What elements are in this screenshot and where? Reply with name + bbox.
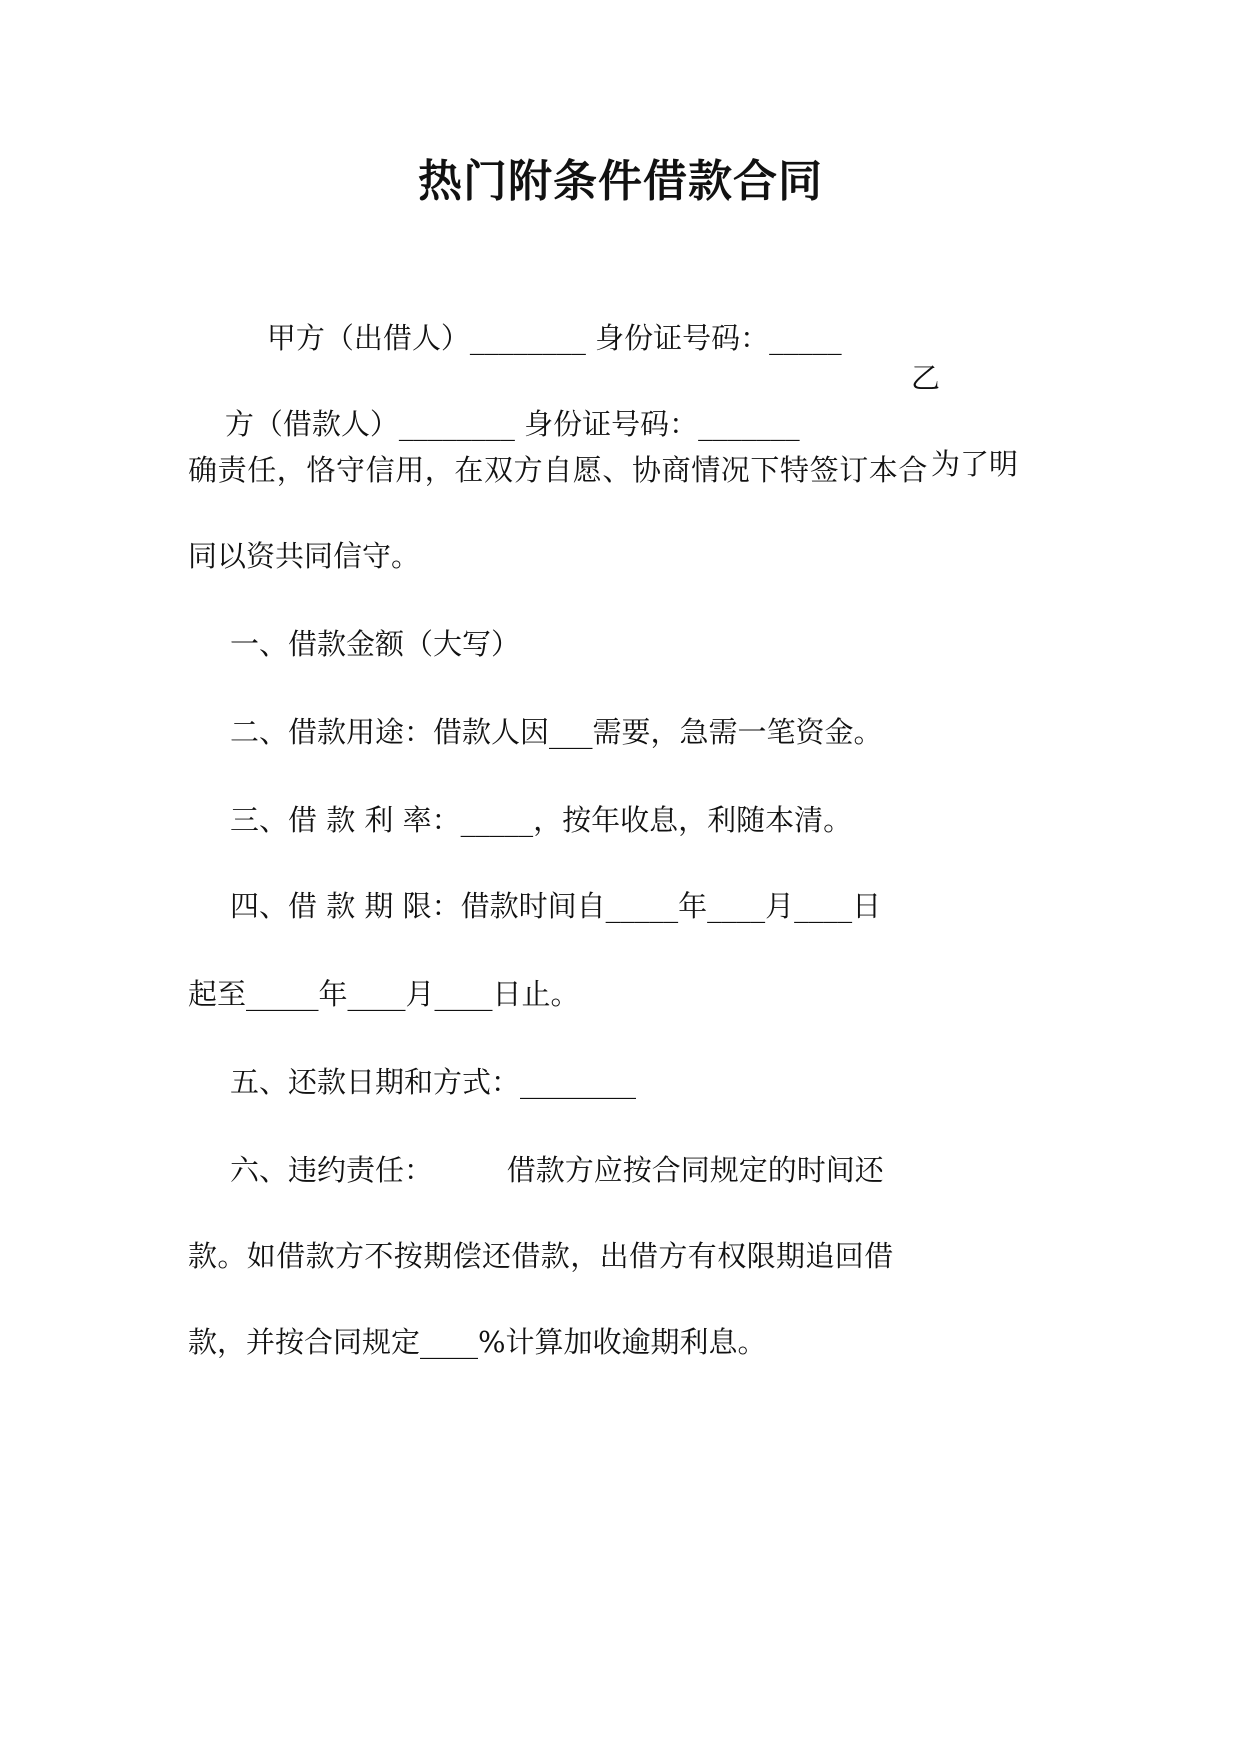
line-tail: 为了明	[930, 447, 1018, 481]
clause-2-purpose: 二、借款用途：借款人因___需要，急需一笔资金。	[230, 715, 883, 749]
paragraph-line-3: 确责任，恪守信用，在双方自愿、协商情况下特签订本合	[188, 453, 929, 487]
line-tail: 乙	[910, 361, 940, 395]
clause-1-amount: 一、借款金额（大写）	[230, 627, 521, 661]
paragraph-line-4: 同以资共同信守。	[188, 539, 421, 573]
paragraph-line-2	[188, 364, 1018, 524]
line-text: 甲方（出借人）________ 身份证号码：_____	[266, 321, 842, 355]
document-title: 热门附条件借款合同	[418, 156, 823, 207]
clause-6-liability-cont-2: 款，并按合同规定____%计算加收逾期利息。	[188, 1325, 767, 1359]
clause-4-term-cont: 起至_____年____月____日止。	[188, 977, 580, 1011]
clause-4-term: 四、借 款 期 限：借款时间自_____年____月____日	[230, 889, 882, 923]
clause-6-liability-cont-1: 款。如借款方不按期偿还借款，出借方有权限期追回借	[188, 1239, 894, 1273]
clause-6-liability: 六、违约责任： 借款方应按合同规定的时间还	[230, 1153, 884, 1187]
clause-3-interest: 三、借 款 利 率：_____，按年收息，利随本清。	[230, 803, 853, 837]
clause-5-repayment: 五、还款日期和方式：________	[230, 1065, 637, 1099]
line-text: 方（借款人）________ 身份证号码：_______	[224, 407, 800, 441]
